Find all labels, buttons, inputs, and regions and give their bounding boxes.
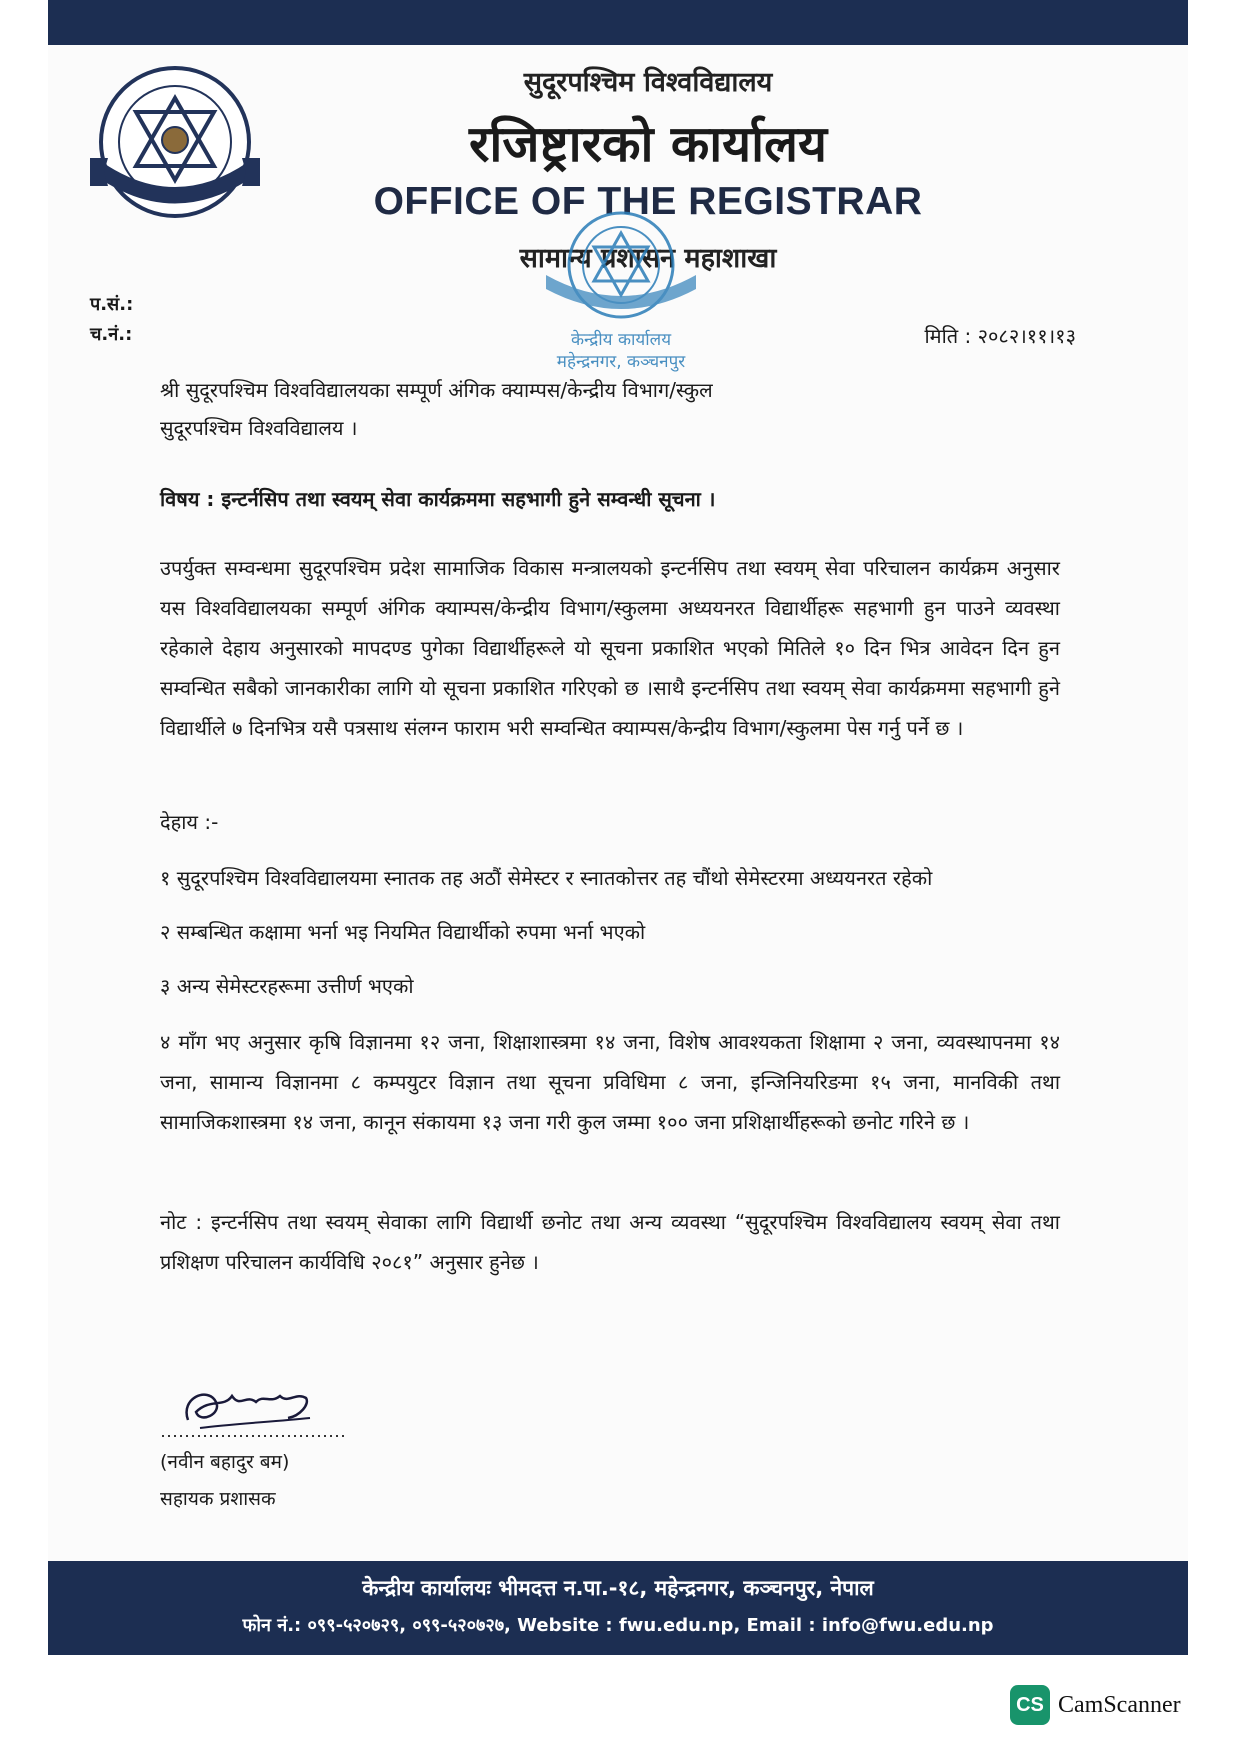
signature-mark [160, 1368, 350, 1443]
stamp-text-place: महेन्द्रनगर, कञ्चनपुर [556, 352, 686, 372]
stamp-text-office: केन्द्रीय कार्यालय [570, 330, 672, 350]
addressee-line-1: श्री सुदूरपश्चिम विश्वविद्यालयका सम्पूर्ण अंगिक क्याम्पस/केन्द्रीय विभाग/स्कुल [160, 378, 713, 402]
letter-page [48, 0, 1188, 1655]
criterion-2: २ सम्बन्धित कक्षामा भर्ना भइ नियमित विद्यार्थीको रुपमा भर्ना भएको [160, 920, 646, 944]
official-stamp [526, 205, 716, 375]
university-logo [90, 62, 260, 232]
addressee-line-2: सुदूरपश्चिम विश्वविद्यालय । [160, 416, 358, 440]
letter-date: मिति : २०८२।११।१३ [924, 324, 1076, 348]
university-name: सुदूरपश्चिम विश्वविद्यालय [523, 67, 773, 98]
office-title-nepali: रजिष्ट्रारको कार्यालय [468, 115, 828, 173]
ps-label: प.सं.: [90, 294, 134, 315]
criterion-4: ४ माँग भए अनुसार कृषि विज्ञानमा १२ जना, शिक्षाशास्त्रमा १४ जना, विशेष आवश्यकता शिक्षामा २ जना, व्यवस्थापनमा १४ जना, सामान्य विज्ञानमा ८ कम्पयुटर विज्ञान तथा सूचना प्रविधिमा ८ जना, इन्जिनियरिङमा १५ जना, मानविकी तथा सामाजिकशास्त्रमा १४ जना, कानून संकायमा १३ जना गरी कुल जम्मा १०० जना प्रशिक्षार्थीहरूको छनोट गरिने छ । [160, 1030, 1060, 1134]
footer-contact: फोन नं.: ०९९-५२०७२९, ०९९-५२०७२७, Website : fwu.edu.np, Email : info@fwu.edu.np [242, 1615, 994, 1636]
cn-label: च.नं.: [90, 324, 133, 345]
criterion-1: १ सुदूरपश्चिम विश्वविद्यालयमा स्नातक तह अठौं सेमेस्टर र स्नातकोत्तर तह चौंथो सेमेस्टरमा अध्ययनरत रहेको [160, 866, 933, 890]
camscanner-label: CamScanner [1058, 1691, 1181, 1718]
office-title-english: OFFICE OF THE REGISTRAR [373, 180, 923, 223]
branch-title: सामान्य प्रशासन महाशाखा [519, 243, 777, 274]
list-heading: देहाय :- [160, 810, 219, 834]
header-band [48, 0, 1188, 45]
criterion-3: ३ अन्य सेमेस्टरहरूमा उत्तीर्ण भएको [160, 974, 414, 998]
body-paragraph: उपर्युक्त सम्वन्धमा सुदूरपश्चिम प्रदेश सामाजिक विकास मन्त्रालयको इन्टर्नसिप तथा स्वयम् सेवा परिचालन कार्यक्रम अनुसार यस विश्वविद्यालयका सम्पूर्ण अंगिक क्याम्पस/केन्द्रीय विभाग/स्कुलमा अध्ययनरत विद्यार्थीहरू सहभागी हुन पाउने व्यवस्था रहेकाले देहाय अनुसारको मापदण्ड पुगेका विद्यार्थीहरूले यो सूचना प्रकाशित भएको मितिले १० दिन भित्र आवेदन दिन हुन सम्वन्धित सबैको जानकारीका लागि यो सूचना प्रकाशित गरिएको छ ।साथै इन्टर्नसिप तथा स्वयम् सेवा कार्यक्रममा सहभागी हुने विद्यार्थीले ७ दिनभित्र यसै पत्रसाथ संलग्न फाराम भरी सम्वन्धित क्याम्पस/केन्द्रीय विभाग/स्कुलमा पेस गर्नु पर्ने छ । [160, 556, 1060, 740]
footer-band [48, 1561, 1188, 1655]
camscanner-watermark [1010, 1685, 1181, 1725]
signatory-name: (नवीन बहादुर बम) [160, 1451, 290, 1473]
footer-address: केन्द्रीय कार्यालयः भीमदत्त न.पा.-१८, महेन्द्रनगर, कञ्चनपुर, नेपाल [362, 1576, 874, 1600]
note-paragraph: नोट : इन्टर्नसिप तथा स्वयम् सेवाका लागि विद्यार्थी छनोट तथा अन्य व्यवस्था “सुदूरपश्चिम विश्वविद्यालय स्वयम् सेवा तथा प्रशिक्षण परिचालन कार्यविधि २०८१” अनुसार हुनेछ । [160, 1210, 1060, 1274]
subject-line: विषय : इन्टर्नसिप तथा स्वयम् सेवा कार्यक्रममा सहभागी हुने सम्वन्धी सूचना । [160, 487, 716, 511]
camscanner-icon: CS [1010, 1685, 1050, 1725]
signatory-title: सहायक प्रशासक [160, 1488, 276, 1510]
